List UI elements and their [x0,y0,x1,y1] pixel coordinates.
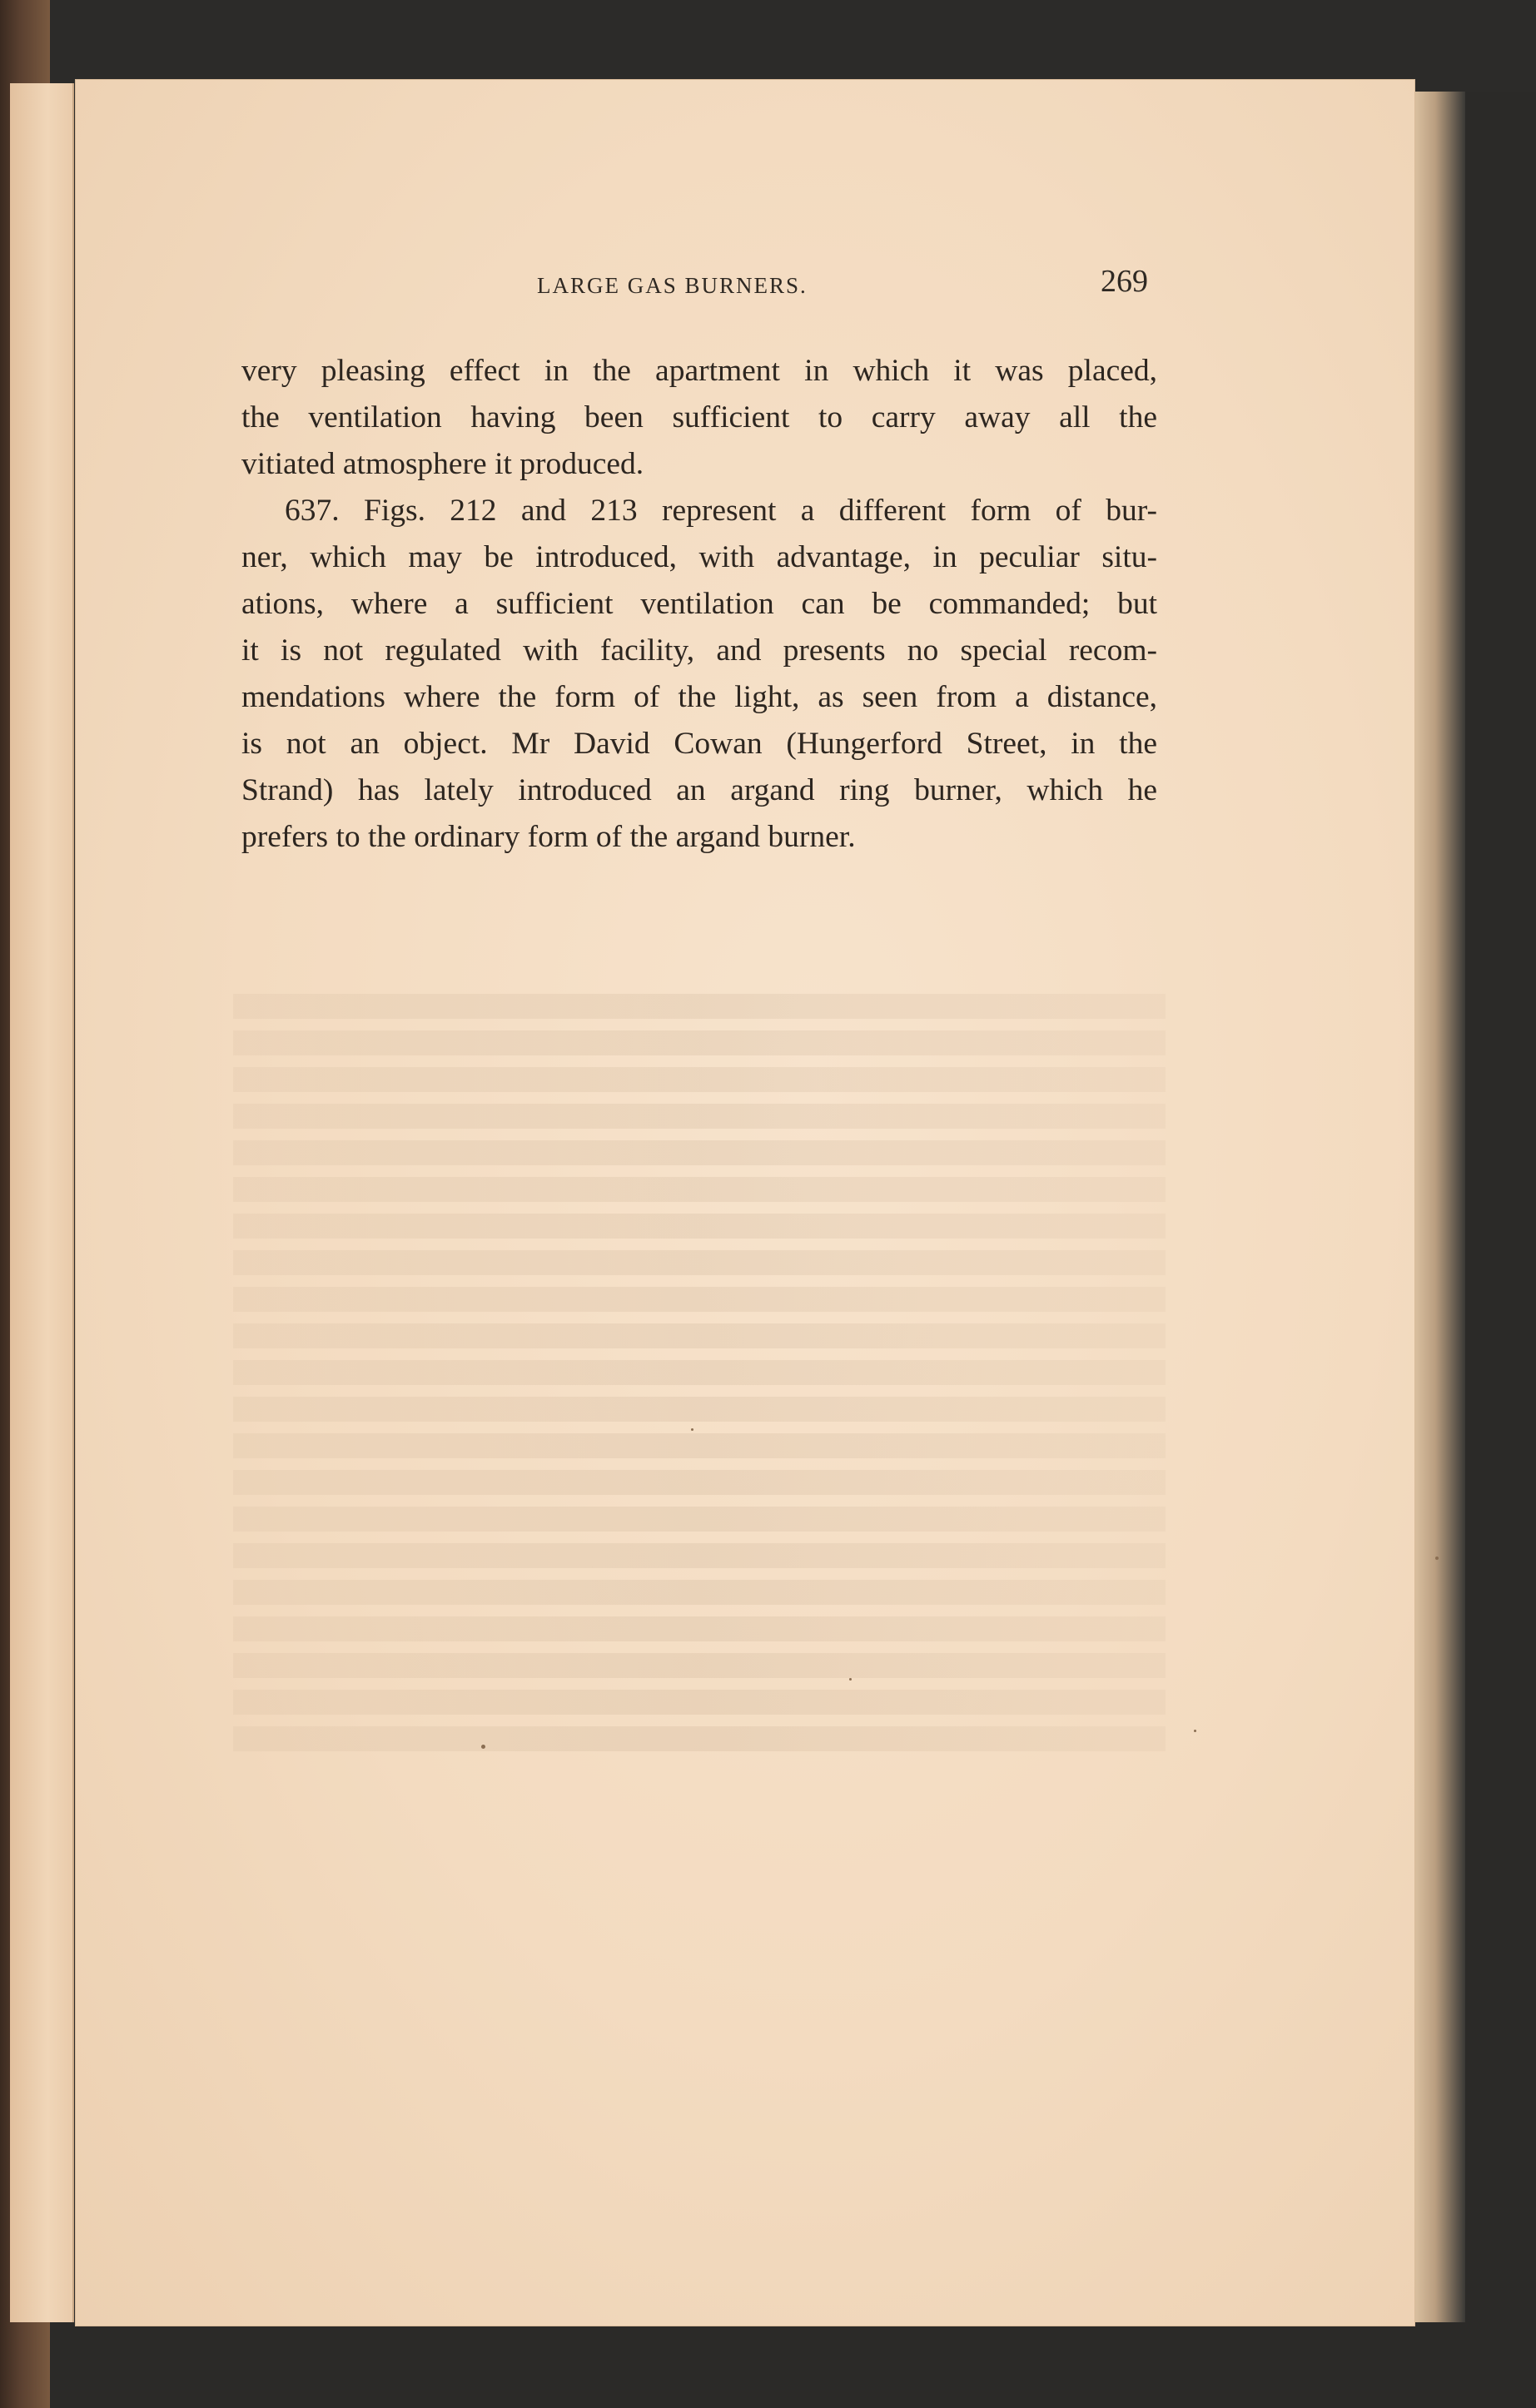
running-title: LARGE GAS BURNERS. [537,273,808,298]
text-line: is not an object. Mr David Cowan (Hungerford Street, in the [241,727,1157,761]
paragraph-start-line: 637. Figs. 212 and 213 represent a different form of bur- [285,494,1157,528]
text-line: prefers to the ordinary form of the argand burner. [241,820,856,854]
text-line: vitiated atmosphere it produced. [241,447,644,481]
previous-page-edge [10,83,74,2322]
text-line: it is not regulated with facility, and presents no special recom- [241,633,1157,668]
body-text [241,348,1157,861]
text-line: ner, which may be introduced, with advantage, in peculiar situ- [241,540,1157,574]
page-edge-shadow [1415,92,1465,2322]
text-line: very pleasing effect in the apartment in which it was placed, [241,354,1157,388]
text-line: mendations where the form of the light, as seen from a distance, [241,680,1157,714]
text-line: ations, where a sufficient ventilation can be commanded; but [241,587,1157,621]
text-line: Strand) has lately introduced an argand ring burner, which he [241,773,1157,807]
text-line: the ventilation having been sufficient to carry away all the [241,400,1157,434]
scanner-background [0,0,1536,92]
page-number: 269 [1101,264,1148,299]
